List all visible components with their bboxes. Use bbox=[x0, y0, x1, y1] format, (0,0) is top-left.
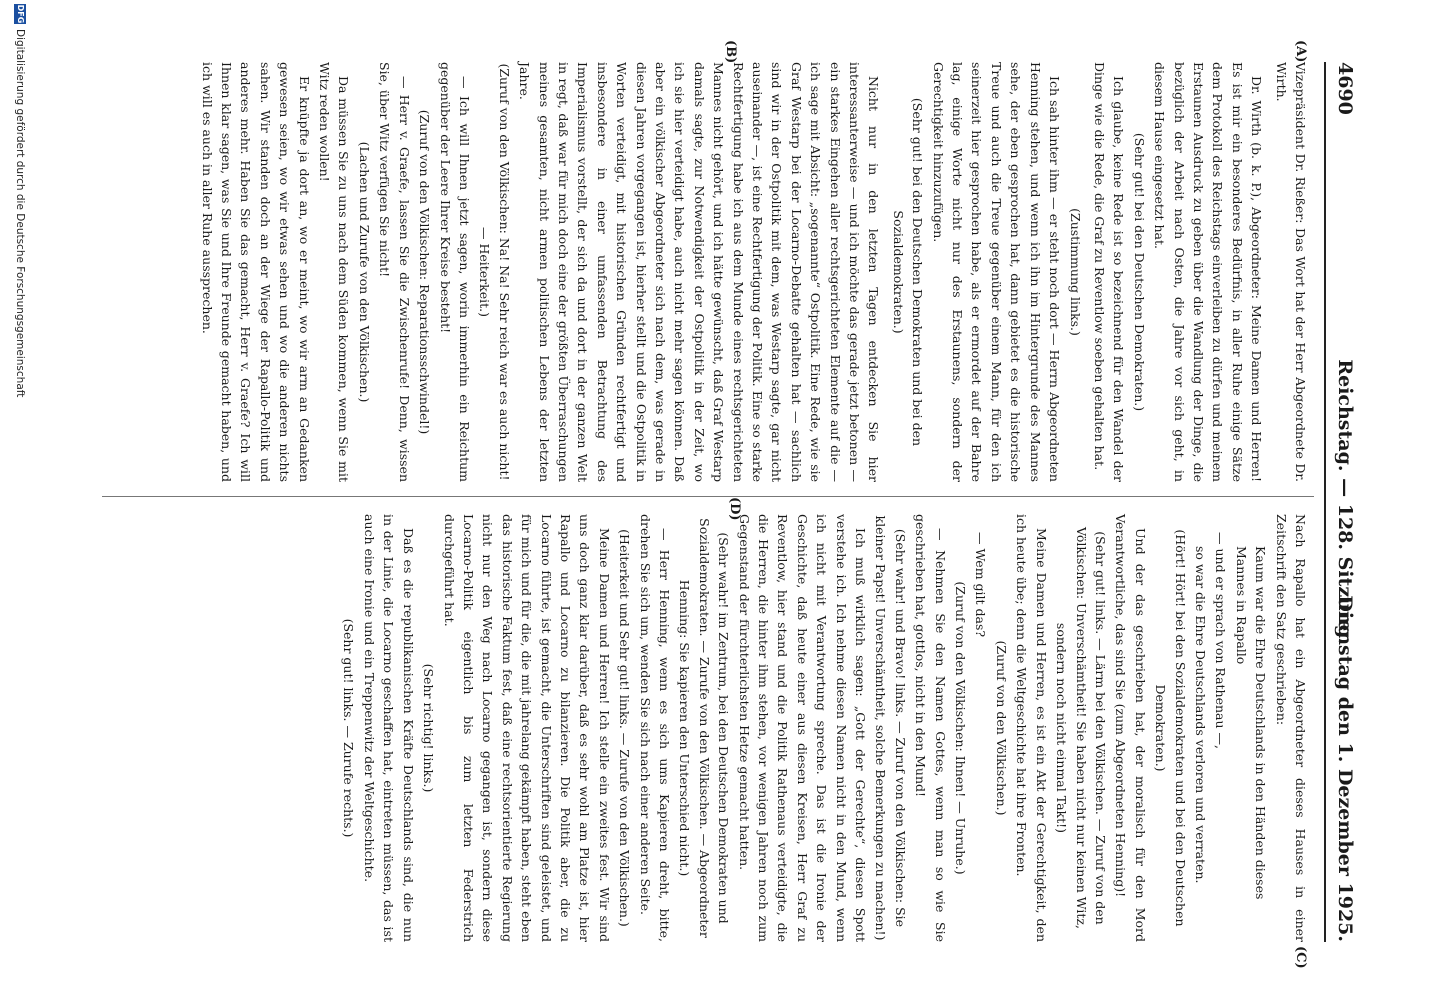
paragraph: (Zuruf von den Völkischen.) bbox=[993, 640, 1009, 816]
paragraph: Ich muß wirklich sagen: „Gott der Gerechte“, diesen Spott verstehe ich. Ich nehme diesen Namen nicht in den Mund, wenn ich nicht mit Verantwortung spreche. Das ist die Ironie der Geschichte, daß heute einer aus diesen Kreisen, Herr Graf zu Reventlow, hier stand und die Politik Rathenaus verteidigte, die die Herren, die hinter ihm stehen, vor wenigen Jahren noch zum Gegenstand der fürchterlichsten Hetze gemacht hatten. bbox=[736, 514, 869, 942]
paragraph: (Sehr wahr! im Zentrum, bei den Deutschen Demokraten und Sozialdemokraten. — Zurufe von den Völkischen. — Abgeordneter Henning: Sie kapieren den Unterschied nicht.) bbox=[677, 518, 732, 938]
paragraph: (Sehr gut! bei den Deutschen Demokraten.) bbox=[1131, 132, 1147, 412]
paragraph: Da müssen Sie zu uns nach dem Süden kommen, wenn Sie mit Witz reden wollen! bbox=[317, 62, 352, 482]
margin-marker-b: (B) bbox=[723, 40, 738, 64]
paragraph: Dr. Wirth (b. k. P.), Abgeordneter: Meine Damen und Herren! Es ist mir ein besonderes Bedürfnis, in aller Ruhe einige Sätze dem Protokoll des Reichstags einverleiben zu dürfen und meinem Erstaunen Ausdruck zu geben über die Wandlung der Dinge, die bezüglich der Arbeit nach Osten, die Jahre vor sich geht, in diesem Hause eingesetzt hat. bbox=[1152, 62, 1265, 482]
page-number: 4690 bbox=[1334, 62, 1356, 115]
paragraph: (Sehr gut! links. — Zurufe rechts.) bbox=[341, 618, 357, 838]
paragraph: (Lachen und Zurufe von den Völkischen.) bbox=[356, 141, 372, 403]
session-title: Reichstag. — 128. Sitzung. bbox=[1334, 359, 1356, 645]
paragraph: (Hört! Hört! bei den Sozialdemokraten und bei den Deutschen Demokraten.) bbox=[1153, 529, 1188, 927]
footer-text: Digitalisierung gefördert durch die Deutsche Forschungsgemeinschaft bbox=[14, 29, 26, 398]
paragraph: (Sehr gut! links. — Lärm bei den Völkischen. — Zuruf von den Völkischen: Unverschämtheit! Sie haben nicht nur keinen Witz, sondern noch nicht einmal Takt!) bbox=[1054, 526, 1108, 929]
page-header bbox=[1326, 62, 1356, 942]
paragraph: — Herr Henning, wenn es sich ums Kapieren dreht, bitte, drehen Sie sich um, wenden Sie sich nach einer anderen Seite. bbox=[637, 514, 672, 942]
paragraph: (Sehr gut! bei den Deutschen Demokraten und bei den Sozialdemokraten.) bbox=[890, 97, 926, 447]
paragraph: Nicht nur in den letzten Tagen entdecken Sie hier interessanterweise — und ich möchte das gerade jetzt betonen — ein starkes Eingehen aller rechtsgerichteten Elemente auf die — ich sage mit Absicht: „sogenannte“ Ostpolitik. Eine Rede, wie sie Graf Westarp bei der Locarno-Debatte gehalten hat — sachlich sind wir in der Ostpolitik mit dem, was Westarp sagte, gar nicht auseinander —, ist eine Rechtfertigung der Politik. Eine so starke Rechtfertigung habe ich aus dem Munde eines rechtsgerichteten Mannes nicht gehört, und ich hätte gewünscht, daß Graf Westarp damals sagte, zur Notwendigkeit der Ostpolitik in der Zeit, wo ich sie hier verteidigt habe, auch nicht mehr sagen können. Daß aber ein völkischer Abgeordneter sich nach dem, was gerade in diesen Jahren vorgegangen ist, hierher stellt und die Ostpolitik in Worten verteidigt, mit historischen Gründen rechtfertigt und insbesondere in einer umfassenden Betrachtung des Imperialismus vorstellt, der sich da und dort in der ganzen Welt in regt, daß war für mich doch eine der größten Überraschungen meines gesamten, nicht armen politischen Lebens der letzten Jahre. bbox=[517, 62, 882, 482]
paragraph: — Wem gilt das? bbox=[973, 532, 989, 638]
footer bbox=[14, 0, 26, 1000]
session-date: Dienstag den 1. Dezember 1925. bbox=[1334, 595, 1356, 942]
paragraph: (Zuruf von den Völkischen: Ihnen! — Unruhe.) bbox=[953, 581, 969, 875]
column-divider bbox=[102, 496, 1314, 497]
dfg-logo: DFG bbox=[16, 4, 25, 24]
paragraph: Ich sah hinter ihm — er steht noch dort — Herrn Abgeordneten Henning stehen, und wenn ich ihn im Hintergrunde des Mannes sehe, der eben gesprochen hat, dann gebietet es die historische Treue und auch die Treue gegenüber einem Mann, für den ich seinerzeit hier gesprochen habe, als er ermordet auf der Bahre lag, einige Worte nicht nur des Erstaunens, sondern der Gerechtigkeit hinzuzufügen. bbox=[930, 62, 1063, 482]
paragraph: Nach Rapallo hat ein Abgeordneter dieses Hauses in einer Zeitschrift den Satz geschrieben: bbox=[1273, 514, 1308, 942]
right-column bbox=[338, 514, 1310, 942]
paragraph: Und der das geschrieben hat, der moralisch für den Mord Verantwortliche, das sind Sie (zum Abgeordneten Henning)! bbox=[1113, 514, 1148, 942]
paragraph: — Herr v. Graefe, lassen Sie die Zwischenrufe! Denn, wissen Sie, über Witz verfügen Sie nicht! bbox=[377, 62, 412, 482]
paragraph: (Zustimmung links.) bbox=[1067, 208, 1083, 336]
margin-marker-a: (A) bbox=[1293, 40, 1308, 63]
paragraph: Kaum war die Ehre Deutschlands in den Händen dieses Mannes in Rapallo bbox=[1233, 546, 1269, 900]
paragraph: — Ich will Ihnen jetzt sagen, worin immerhin ein Reichtum gegenüber der Leere Ihrer Kreise besteht! bbox=[437, 62, 472, 482]
paragraph: (Sehr wahr! und Bravo! links. — Zuruf von den Völkischen: Sie kleiner Papst! Unverschämtheit, solche Bemerkungen zu machen!) bbox=[873, 515, 908, 941]
paragraph: Vizepräsident Dr. Rießer: Das Wort hat der Herr Abgeordnete Dr. Wirth. bbox=[1273, 62, 1308, 482]
paragraph: — Nehmen Sie den Namen Gottes, wenn man so wie Sie geschrieben hat, gottlos, nicht in den Mund! bbox=[913, 514, 948, 942]
paragraph: Ich glaube, keine Rede ist so bezeichnend für den Wandel der Dinge wie die Rede, die Graf zu Reventlow soeben gehalten hat. bbox=[1091, 62, 1127, 482]
margin-marker-c: (C) bbox=[1293, 946, 1308, 969]
paragraph: (Zuruf von den Völkischen: Na! Na! Sehr reich war es auch nicht! — Heiterkeit.) bbox=[477, 63, 512, 481]
paragraph: — und er sprach von Rathenau —, bbox=[1213, 532, 1229, 749]
paragraph: (Heiterkeit und Sehr gut! links. — Zurufe von den Völkischen.) bbox=[617, 529, 633, 927]
paragraph: Er knüpfte ja dort an, wo er meint, wo wir arm an Gedanken gewesen seien, wo wir etwas sehen und wo die anderen nichts sahen. Wir standen doch an der Wiege der Rapallo-Politik und anderes mehr. Haben Sie das gemacht, Herr v. Graefe? Ich will Ihnen klar sagen, was Sie und Ihre Freunde gemacht haben, und ich will es auch in aller Ruhe aussprechen. bbox=[199, 62, 312, 482]
paragraph: Meine Damen und Herren! Ich stelle ein zweites fest. Wir sind uns doch ganz klar darüber, daß es sehr wohl am Platze ist, hier Rapallo und Locarno zu bilanzieren. Die Politik aber, die zu Locarno führte, ist gemacht, die Unterschriften sind geleistet, und für mich und für die, die mit jahrelang gekämpft haben, steht eben das historische Faktum fest, daß eine rechtsorientierte Regierung nicht nur den Weg nach Locarno gegangen ist, sondern diese Locarno-Politik eigentlich bis zum letzten Federstrich durchgeführt hat. bbox=[441, 514, 612, 942]
paragraph: Daß es die republikanischen Kräfte Deutschlands sind, die nun in der Linie, die Locarno geschaffen hat, eintreten müssen, das ist auch eine Ironie und ein Treppenwitz der Weltgeschichte. bbox=[361, 514, 416, 942]
header-rule bbox=[1324, 62, 1326, 942]
paragraph: Meine Damen und Herren, es ist ein Akt der Gerechtigkeit, den ich heute übe; denn die Weltgeschichte hat ihre Fronten. bbox=[1014, 514, 1049, 942]
left-column bbox=[196, 62, 1310, 482]
margin-marker-d: (D) bbox=[727, 497, 742, 521]
paragraph: (Sehr richtig! links.) bbox=[421, 663, 437, 793]
paragraph: so war die Ehre Deutschlands verloren und verraten. bbox=[1192, 546, 1208, 884]
paragraph: (Zuruf von den Völkischen: Reparationsschwindel!) bbox=[417, 109, 433, 435]
